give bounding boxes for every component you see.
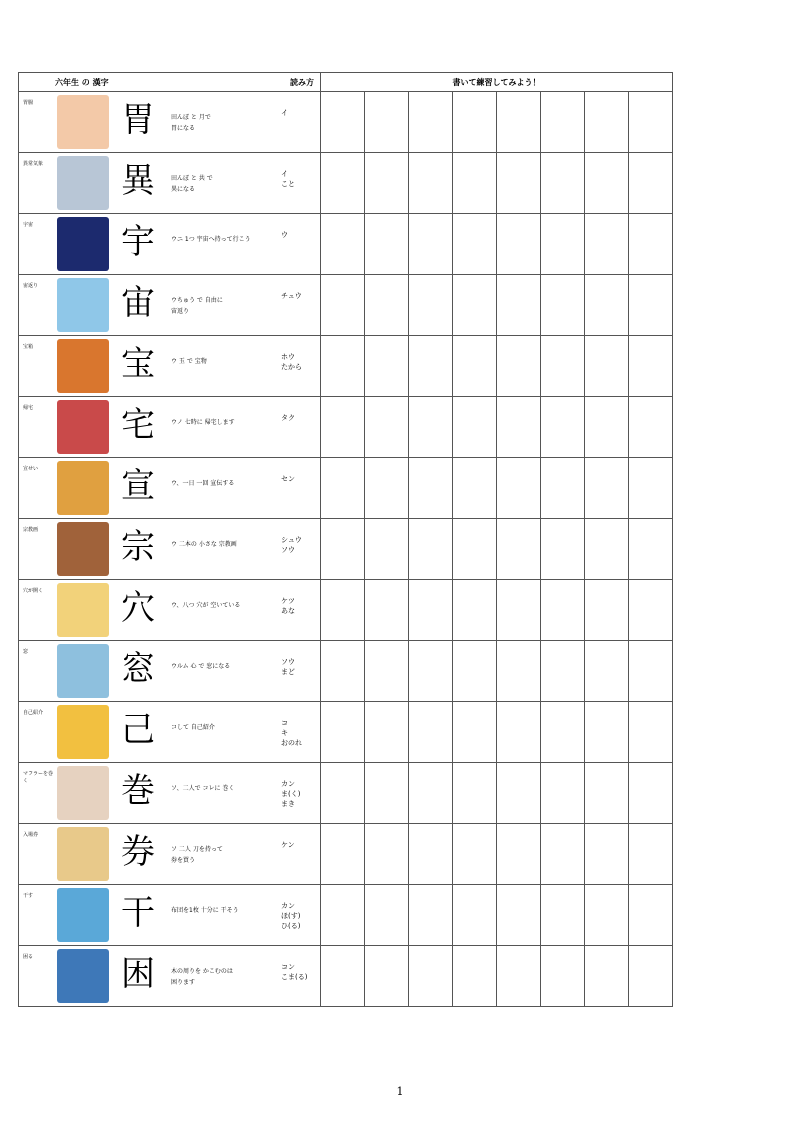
reading-text: カン ま(く) まき [281,780,301,808]
practice-box[interactable] [541,336,585,397]
practice-box[interactable] [453,397,497,458]
practice-box[interactable] [453,336,497,397]
practice-box[interactable] [585,641,629,702]
illustration [57,217,109,271]
reading-text: チュウ [281,292,302,300]
practice-box[interactable] [585,92,629,153]
kanji-row [19,580,673,641]
practice-box[interactable] [321,397,365,458]
kanji-row [19,275,673,336]
reading-text: ホウ たから [281,353,302,371]
practice-box[interactable] [453,885,497,946]
practice-box[interactable] [453,92,497,153]
practice-box[interactable] [453,824,497,885]
kanji-info [19,702,320,762]
practice-box[interactable] [409,885,453,946]
kanji-table [18,72,673,1007]
practice-box[interactable] [541,702,585,763]
kanji-character: 困 [121,954,155,994]
practice-box[interactable] [585,885,629,946]
kanji-info [19,763,320,823]
practice-box[interactable] [453,702,497,763]
practice-box[interactable] [321,336,365,397]
example-word: 異常気象 [23,161,44,167]
practice-box[interactable] [497,92,541,153]
example-word: 宙返り [23,283,39,289]
practice-box[interactable] [365,824,409,885]
mnemonic-text: ウちゅう で 自由に 宙返り [171,297,223,315]
mnemonic-text: ウルム 心 で 窓になる [171,663,231,670]
practice-box[interactable] [409,946,453,1007]
practice-box[interactable] [541,458,585,519]
practice-box[interactable] [321,641,365,702]
practice-box[interactable] [541,580,585,641]
practice-box[interactable] [629,519,673,580]
practice-box[interactable] [409,519,453,580]
practice-box[interactable] [497,336,541,397]
practice-box[interactable] [585,824,629,885]
practice-box[interactable] [409,580,453,641]
mnemonic-text: ウ、八つ 穴が 空いている [171,602,241,609]
practice-box[interactable] [409,275,453,336]
kanji-row [19,641,673,702]
practice-box[interactable] [365,397,409,458]
practice-box[interactable] [409,763,453,824]
practice-box[interactable] [365,946,409,1007]
kanji-character: 宝 [121,344,155,384]
practice-box[interactable] [321,153,365,214]
practice-box[interactable] [629,458,673,519]
practice-box[interactable] [409,397,453,458]
practice-box[interactable] [629,702,673,763]
practice-box[interactable] [409,824,453,885]
practice-box[interactable] [321,214,365,275]
practice-box[interactable] [585,580,629,641]
kanji-info [19,824,320,884]
example-word: 困る [23,954,34,960]
practice-box[interactable] [453,763,497,824]
practice-box[interactable] [629,92,673,153]
kanji-info [19,519,320,579]
example-word: 帰宅 [23,405,34,411]
practice-box[interactable] [453,153,497,214]
practice-box[interactable] [629,824,673,885]
reading-text: ソウ まど [281,658,295,676]
practice-box[interactable] [541,763,585,824]
practice-box[interactable] [365,702,409,763]
kanji-info [19,214,320,274]
kanji-character: 己 [121,710,155,750]
illustration [57,644,109,698]
practice-box[interactable] [409,92,453,153]
kanji-character: 宇 [121,222,155,262]
kanji-info-cell [19,92,321,153]
mnemonic-text: 木の周りを かこむのは 困ります [171,968,233,986]
kanji-character: 異 [121,161,155,201]
example-word: 宝箱 [23,344,34,350]
practice-box[interactable] [629,214,673,275]
practice-box[interactable] [497,275,541,336]
practice-box[interactable] [497,946,541,1007]
practice-box[interactable] [585,946,629,1007]
practice-box[interactable] [409,153,453,214]
kanji-info-cell [19,702,321,763]
practice-box[interactable] [585,702,629,763]
kanji-row [19,702,673,763]
reading-text: シュウ ソウ [281,536,302,554]
example-word: マフラーを巻く [23,771,54,784]
kanji-info-cell [19,275,321,336]
reading-text: ケツ あな [281,597,295,615]
practice-box[interactable] [321,824,365,885]
example-word: 穴が開く [23,588,44,594]
header-info [19,73,321,92]
kanji-row [19,519,673,580]
practice-box[interactable] [409,336,453,397]
practice-box[interactable] [497,702,541,763]
reading-text: タク [281,414,295,422]
example-word: 入場券 [23,832,39,838]
reading-text: ウ [281,231,288,239]
practice-box[interactable] [497,214,541,275]
practice-box[interactable] [321,885,365,946]
kanji-row [19,763,673,824]
mnemonic-text: ウ、一日 一回 宣伝する [171,480,235,487]
practice-box[interactable] [629,336,673,397]
practice-box[interactable] [541,946,585,1007]
practice-box[interactable] [629,885,673,946]
practice-box[interactable] [453,641,497,702]
kanji-info [19,458,320,518]
reading-text: コン こま(る) [281,963,308,981]
kanji-character: 宗 [121,527,155,567]
example-word: 自己紹介 [23,710,44,716]
illustration [57,949,109,1003]
practice-box[interactable] [365,885,409,946]
practice-box[interactable] [497,885,541,946]
kanji-info-cell [19,641,321,702]
practice-box[interactable] [497,458,541,519]
practice-box[interactable] [629,397,673,458]
kanji-info [19,580,320,640]
practice-box[interactable] [541,641,585,702]
practice-box[interactable] [365,92,409,153]
practice-box[interactable] [321,519,365,580]
reading-text: イ [281,109,288,117]
practice-box[interactable] [585,275,629,336]
header-kanji-label: 六年生 の 漢字 [55,77,109,87]
reading-text: カン ほ(す) ひ(る) [281,902,301,930]
illustration [57,461,109,515]
kanji-row [19,336,673,397]
mnemonic-text: ソ、二人で コレに 巻く [171,785,235,792]
practice-box[interactable] [365,519,409,580]
practice-box[interactable] [541,519,585,580]
example-word: 宣せい [23,466,39,472]
mnemonic-text: ソ 二人 刀を持って 券を買う [171,846,223,864]
practice-box[interactable] [541,214,585,275]
mnemonic-text: コして 自己紹介 [171,724,215,731]
practice-box[interactable] [409,458,453,519]
practice-box[interactable] [585,336,629,397]
illustration [57,156,109,210]
illustration [57,522,109,576]
practice-box[interactable] [541,397,585,458]
example-word: 干す [23,893,34,899]
illustration [57,278,109,332]
illustration [57,827,109,881]
practice-box[interactable] [497,580,541,641]
mnemonic-text: 布団を1枚 十分に 干そう [171,907,239,914]
practice-box[interactable] [453,214,497,275]
practice-box[interactable] [365,763,409,824]
kanji-info-cell [19,153,321,214]
illustration [57,583,109,637]
kanji-row [19,397,673,458]
kanji-info [19,92,320,152]
kanji-row [19,92,673,153]
practice-box[interactable] [365,275,409,336]
kanji-info [19,946,320,1006]
kanji-character: 穴 [121,588,155,628]
practice-box[interactable] [409,702,453,763]
kanji-info-cell [19,580,321,641]
practice-box[interactable] [541,153,585,214]
practice-box[interactable] [409,214,453,275]
kanji-row [19,458,673,519]
practice-box[interactable] [585,397,629,458]
kanji-character: 巻 [121,771,155,811]
kanji-info [19,885,320,945]
kanji-info [19,641,320,701]
example-word: 宗教画 [23,527,39,533]
page-number: 1 [396,1085,404,1098]
practice-box[interactable] [541,275,585,336]
reading-text: セン [281,475,295,483]
kanji-character: 干 [121,893,155,933]
practice-box[interactable] [409,641,453,702]
kanji-info-cell [19,763,321,824]
mnemonic-text: ウノ 七時に 帰宅します [171,419,235,426]
kanji-row [19,153,673,214]
practice-box[interactable] [585,458,629,519]
practice-box[interactable] [629,153,673,214]
practice-box[interactable] [629,275,673,336]
example-word: 宇宙 [23,222,34,228]
example-word: 窓 [23,649,29,655]
practice-box[interactable] [497,824,541,885]
practice-box[interactable] [629,946,673,1007]
kanji-info [19,153,320,213]
header-reading-label: 読み方 [290,77,314,87]
illustration [57,888,109,942]
practice-box[interactable] [585,214,629,275]
practice-box[interactable] [497,153,541,214]
practice-box[interactable] [541,824,585,885]
practice-box[interactable] [585,763,629,824]
mnemonic-text: ウ 玉 で 宝物 [171,358,207,365]
reading-text: イ こと [281,170,295,188]
kanji-row [19,946,673,1007]
practice-box[interactable] [497,519,541,580]
kanji-info-cell [19,885,321,946]
practice-box[interactable] [321,702,365,763]
practice-box[interactable] [453,946,497,1007]
kanji-info-cell [19,336,321,397]
practice-box[interactable] [541,92,585,153]
kanji-info [19,275,320,335]
header-row [19,73,673,92]
kanji-info [19,336,320,396]
practice-box[interactable] [321,458,365,519]
practice-box[interactable] [453,580,497,641]
kanji-row [19,824,673,885]
illustration [57,766,109,820]
practice-box[interactable] [321,275,365,336]
practice-box[interactable] [321,580,365,641]
kanji-character: 宙 [121,283,155,323]
kanji-character: 胃 [121,100,155,140]
mnemonic-text: 田んぼ と 共 で 異になる [171,175,213,193]
illustration [57,705,109,759]
mnemonic-text: ウニ 1つ 宇宙へ持って行こう [171,236,251,243]
kanji-character: 窓 [121,649,155,689]
practice-box[interactable] [497,763,541,824]
kanji-info-cell [19,946,321,1007]
practice-box[interactable] [585,153,629,214]
illustration [57,400,109,454]
practice-box[interactable] [629,763,673,824]
practice-box[interactable] [365,641,409,702]
practice-box[interactable] [321,763,365,824]
practice-box[interactable] [497,397,541,458]
practice-box[interactable] [453,519,497,580]
kanji-row [19,885,673,946]
kanji-info-cell [19,397,321,458]
example-word: 胃腸 [23,100,34,106]
reading-text: ケン [281,841,295,849]
practice-box[interactable] [365,214,409,275]
practice-box[interactable] [321,946,365,1007]
mnemonic-text: 田んぼ と 月で 胃になる [171,114,211,132]
practice-box[interactable] [585,519,629,580]
practice-box[interactable] [497,641,541,702]
practice-box[interactable] [365,458,409,519]
illustration [57,95,109,149]
practice-box[interactable] [453,458,497,519]
mnemonic-text: ウ 二本の 小さな 宗教画 [171,541,237,548]
kanji-worksheet [18,72,673,1007]
practice-box[interactable] [321,92,365,153]
kanji-info-cell [19,458,321,519]
illustration [57,339,109,393]
kanji-info-cell [19,824,321,885]
reading-text: コ キ おのれ [281,719,302,747]
kanji-info [19,397,320,457]
kanji-character: 宅 [121,405,155,445]
practice-box[interactable] [629,641,673,702]
header-practice-label: 書いて練習してみよう！ [321,73,673,92]
practice-box[interactable] [541,885,585,946]
kanji-row [19,214,673,275]
practice-box[interactable] [365,153,409,214]
practice-box[interactable] [365,336,409,397]
practice-box[interactable] [453,275,497,336]
practice-box[interactable] [629,580,673,641]
kanji-info-cell [19,214,321,275]
practice-box[interactable] [365,580,409,641]
kanji-character: 宣 [121,466,155,506]
kanji-character: 券 [121,832,155,872]
kanji-info-cell [19,519,321,580]
